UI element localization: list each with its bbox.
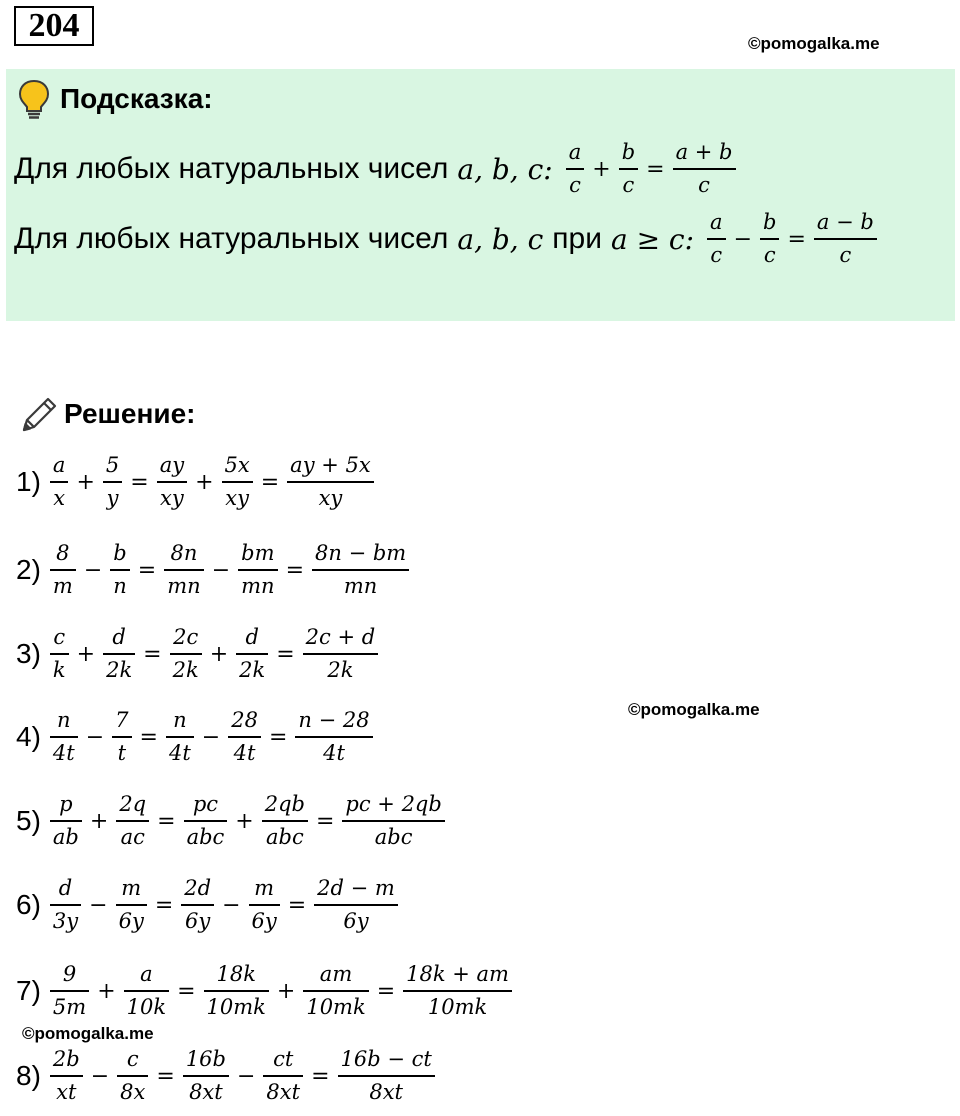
numerator: am [319,962,353,986]
solution-line-7 [16,964,515,1018]
operator: = [287,892,307,918]
numerator: ay [159,453,185,477]
denominator: ac [116,820,149,848]
line-label: 2) [16,554,41,585]
numerator: 2b [52,1047,80,1071]
denominator: 8xt [183,1075,229,1103]
fraction [110,543,130,597]
numerator: 8n − bm [315,541,407,565]
numerator: b [621,140,636,164]
denominator: xy [287,481,374,509]
pencil-icon [18,394,60,441]
operator: = [315,808,335,834]
fraction [116,794,149,848]
numerator: 2c + d [305,625,376,649]
operator: + [209,641,229,667]
numerator: b [113,541,127,565]
operator: = [268,724,288,750]
denominator: 6y [249,904,280,932]
numerator: n [57,708,71,732]
operator: − [201,724,221,750]
fraction [50,794,82,848]
numerator: b [763,210,777,234]
numerator: ay + 5x [290,453,371,477]
numerator: 2d − m [317,876,395,900]
denominator: x [50,481,69,509]
solution-line-5 [16,794,448,848]
operator: + [592,156,611,182]
numerator: n [173,708,187,732]
denominator: 4t [228,736,261,764]
equation [47,710,376,764]
denominator: xt [50,1075,83,1103]
rule-formula [704,212,880,266]
denominator: 6y [181,904,214,932]
operator: = [646,156,665,182]
denominator: n [110,569,130,597]
fraction [295,710,372,764]
fraction [50,1049,83,1103]
operator: − [236,1063,256,1089]
fraction [566,142,585,196]
denominator: 2k [236,653,268,681]
denominator: 3y [50,904,81,932]
denominator: c [707,238,726,266]
line-label: 6) [16,889,41,920]
numerator: a [568,140,582,164]
operator: + [76,469,95,495]
operator: = [137,557,157,583]
denominator: 6y [314,904,398,932]
solution-title: Решение: [64,398,196,429]
fraction [116,878,147,932]
fraction [814,212,877,266]
denominator: c [673,168,736,196]
denominator: c [814,238,877,266]
denominator: 8xt [263,1075,303,1103]
operator: − [89,892,108,918]
numerator: a [710,210,723,234]
fraction [228,710,261,764]
problem-number: 204 [14,6,94,46]
fraction [338,1049,435,1103]
numerator: c [53,625,66,649]
numerator: 2qb [264,792,305,816]
fraction [117,1049,148,1103]
fraction [619,142,638,196]
equation [47,1049,438,1103]
denominator: 2k [170,653,202,681]
denominator: 10mk [403,990,512,1018]
denominator: ab [50,820,82,848]
denominator: 4t [50,736,78,764]
numerator: c [126,1047,139,1071]
operator: = [311,1063,330,1089]
lightbulb-icon [16,78,52,125]
numerator: a + b [675,140,733,164]
solution-line-3 [16,627,381,681]
operator: = [376,978,396,1004]
numerator: m [254,876,275,900]
denominator: k [50,653,69,681]
fraction [183,1049,229,1103]
numerator: 5 [105,453,120,477]
operator: − [733,226,753,252]
numerator: ct [273,1047,294,1071]
operator: = [787,226,806,252]
fraction [673,142,736,196]
operator: − [83,557,103,583]
fraction [50,710,78,764]
denominator: 4t [295,736,372,764]
operator: = [177,978,196,1004]
numerator: d [112,625,126,649]
solution-line-8 [16,1049,438,1103]
fraction [164,543,203,597]
numerator: d [245,625,259,649]
rule-condition-word: при [552,222,602,255]
numerator: pc [192,792,219,816]
operator: = [139,724,158,750]
rule-condition: a ≥ c: [610,222,695,256]
operator: − [85,724,105,750]
equation [47,543,412,597]
fraction [204,964,269,1018]
denominator: 10mk [204,990,269,1018]
denominator: xy [157,481,187,509]
denominator: y [103,481,122,509]
fraction [103,455,122,509]
denominator: abc [184,820,228,848]
denominator: 2k [303,653,379,681]
fraction [262,794,308,848]
denominator: 5m [50,990,89,1018]
rule-formula [563,142,739,196]
denominator: 6y [116,904,147,932]
denominator: 2k [103,653,135,681]
numerator: 2d [184,876,212,900]
fraction [222,455,253,509]
denominator: abc [262,820,308,848]
solution-line-6 [16,878,401,932]
operator: − [222,892,241,918]
numerator: 7 [115,708,129,732]
hint-title: Подсказка: [60,83,213,114]
denominator: xy [222,481,253,509]
line-label: 8) [16,1060,41,1091]
fraction [403,964,512,1018]
fraction [287,455,374,509]
operator: − [90,1063,110,1089]
numerator: 8 [56,541,70,565]
operator: = [156,1063,175,1089]
denominator: mn [238,569,277,597]
line-label: 4) [16,721,41,752]
operator: = [157,808,176,834]
denominator: mn [164,569,203,597]
operator: + [97,978,116,1004]
operator: = [260,469,280,495]
equation [47,964,515,1018]
watermark-bottom: ©pomogalka.me [22,1024,154,1043]
fraction [50,627,69,681]
numerator: a − b [816,210,874,234]
fraction [312,543,409,597]
denominator: 8x [117,1075,148,1103]
rule-vars: a, b, c [457,222,544,256]
watermark-top: ©pomogalka.me [748,34,880,53]
numerator: 16b [185,1047,226,1071]
solution-line-2 [16,543,412,597]
fraction [760,212,779,266]
fraction [50,878,81,932]
fraction [181,878,214,932]
numerator: p [59,792,73,816]
rule-text: Для любых натуральных чисел [14,222,449,255]
operator: + [276,978,296,1004]
denominator: mn [312,569,409,597]
equation [47,878,401,932]
numerator: n − 28 [298,708,370,732]
fraction [303,964,368,1018]
fraction [707,212,726,266]
numerator: 18k + am [406,962,509,986]
operator: − [211,557,231,583]
operator: + [76,641,96,667]
line-label: 7) [16,975,41,1006]
numerator: 2c [173,625,199,649]
fraction [50,543,76,597]
numerator: 9 [62,962,77,986]
operator: + [195,469,214,495]
operator: = [143,641,162,667]
equation [47,455,377,509]
numerator: m [121,876,142,900]
operator: = [276,641,295,667]
denominator: c [566,168,585,196]
numerator: 2q [119,792,147,816]
line-label: 3) [16,638,41,669]
numerator: bm [241,541,275,565]
rule-vars: a, b, c: [457,152,553,186]
rule-text: Для любых натуральных чисел [14,152,449,185]
operator: = [130,469,149,495]
fraction [236,627,268,681]
fraction [249,878,280,932]
numerator: 18k [216,962,256,986]
denominator: 4t [166,736,194,764]
fraction [112,710,131,764]
denominator: 10k [124,990,169,1018]
numerator: d [58,876,73,900]
fraction [124,964,169,1018]
denominator: 8xt [338,1075,435,1103]
operator: = [154,892,174,918]
equation [47,627,381,681]
operator: = [285,557,305,583]
operator: + [89,808,109,834]
numerator: pc + 2qb [345,792,442,816]
numerator: a [52,453,66,477]
denominator: abc [342,820,444,848]
line-label: 5) [16,805,41,836]
fraction [263,1049,303,1103]
numerator: 8n [170,541,198,565]
watermark-middle: ©pomogalka.me [628,700,760,719]
numerator: 28 [231,708,258,732]
fraction [166,710,194,764]
numerator: a [140,962,153,986]
numerator: 5x [224,453,250,477]
fraction [342,794,444,848]
fraction [303,627,379,681]
denominator: m [50,569,76,597]
fraction [314,878,398,932]
hint-rule-subtraction [14,212,880,266]
denominator: 10mk [303,990,368,1018]
hint-rule-addition [14,142,739,196]
line-label: 1) [16,466,41,497]
fraction [50,964,89,1018]
fraction [50,455,69,509]
equation [47,794,448,848]
denominator: c [760,238,779,266]
fraction [170,627,202,681]
solution-line-1 [16,455,377,509]
fraction [184,794,228,848]
fraction [103,627,135,681]
operator: + [235,808,254,834]
denominator: t [112,736,131,764]
denominator: c [619,168,638,196]
numerator: 16b − ct [340,1047,432,1071]
fraction [157,455,187,509]
fraction [238,543,277,597]
solution-line-4 [16,710,376,764]
